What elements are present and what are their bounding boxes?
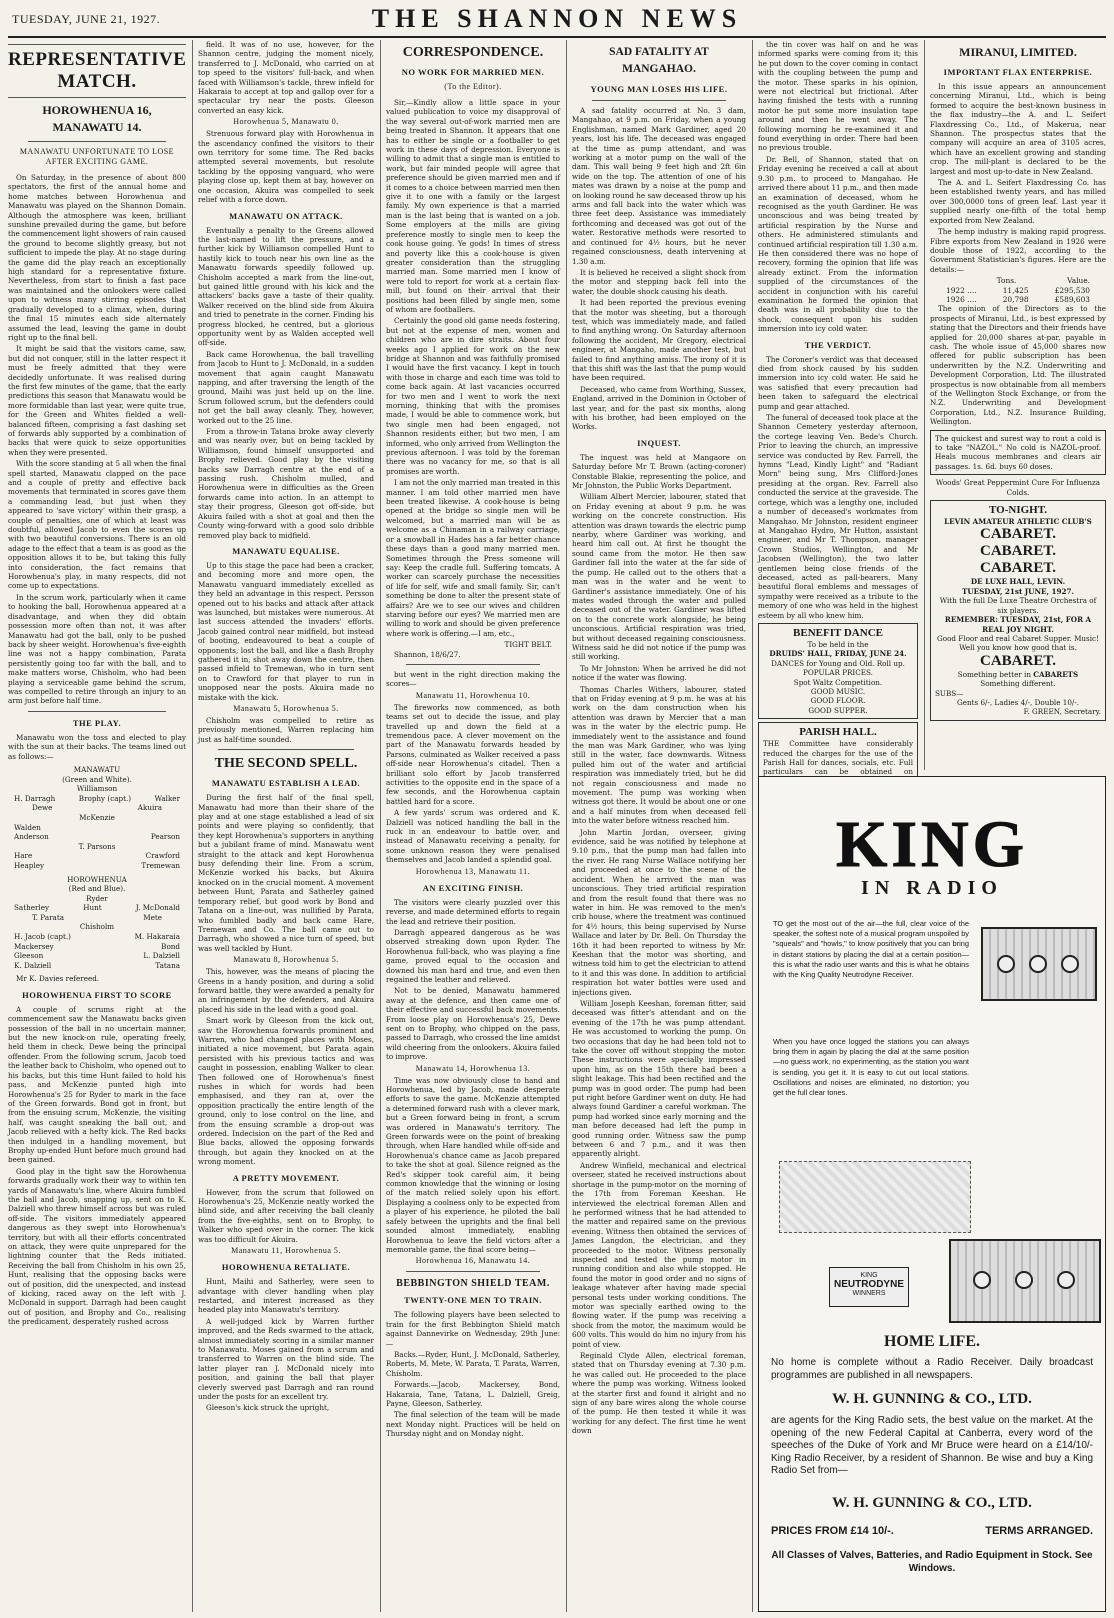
cabaret-word: CABARET. — [980, 543, 1056, 560]
advert-body: No home is complete without a Radio Receiver. Daily broadcast programmes are published in all newspapers. — [771, 1357, 1093, 1381]
paragraph: In this issue appears an announcement concerning Miranui, Ltd., which is being formed to acquire the best-known business in the flax industry—the A. and L. Seifert Flaxdressing Co., Ltd., of Makerua, near Shannon. The prospectus states that the company will acquire an area of 3105 acres, which have an excellent growing and standing crop. The mill-plant is declared to be the largest and most up-to-date in New Zealand. — [930, 82, 1106, 176]
team-list-horowhenua — [8, 875, 186, 971]
advert-line: GOOD MUSIC. — [810, 687, 866, 696]
score-line: Horowhenua 13, Manawatu 11. — [415, 866, 531, 876]
player: Akuira — [137, 803, 162, 813]
stats-heading: Tons. — [996, 276, 1017, 286]
player: Bond — [161, 941, 180, 951]
paragraph: A couple of scrums right at the commencement saw the Manawatu backs given possession of the ball in no uncertain manner, but the new knock-on rule, operating freely, held them in check, Dewe being the principal offender. From the following scrum, Jacob toed the leather back to Chisholm, who opened out to his backs, but this time Hunt failed to hold his pass, and McKenzie punted high into Horowhenua's 25 for Ryder to mark in the face of the Green forwards. Bond got in front, but from the ensuing scrum, McKenzie, the visiting half, was caught sneaking the ball out, and Jacob relieved with a hefty kick. The Red backs then indulged in a handling movement, but Brophy up-ended Hunt before much ground had been gained. — [8, 1004, 186, 1165]
paragraph: Chisholm was compelled to retire as previously mentioned, Warren replacing him just as half-time sounded. — [198, 716, 374, 744]
player: T. Parsons — [78, 841, 116, 851]
masthead — [8, 6, 1106, 38]
divider — [592, 100, 726, 101]
advert-body: When you have once logged the stations you can always bring them in again by placing the dial at the same position—no guess work, no experimenting, as the station you want is sending, you get it. It is easy to cut out local stations. Oscillations and noises are eliminated, no distortion; you get the full clear tones. — [773, 1037, 969, 1098]
dial-icon — [1057, 1271, 1075, 1289]
team-list-manawatu — [8, 765, 186, 871]
player: McKenzie — [79, 812, 115, 822]
stats-row — [930, 295, 1106, 304]
paragraph: With the score standing at 5 all when the final spell started, Manawatu clapped on the pace and a couple of pretty and effective back movements that terminated in scores gave them a commanding lead, but just when they appeared to 'save victory' within their grasp, a couple of penalties, one of which at least was doubtful, allowed Jacob to even the scores up with two beautiful conversions. There is an old adage to the effect that a team is as good as the opposition allows it to be, but taking this fully into consideration, the fact remains that Horowhenua's play, in many respects, did not come up to expectations. — [8, 459, 186, 591]
advert-body: THE Committee have considerably reduced the charges for the use of the Parish Hall for dances, socials, etc. Full particulars can be obtained on — [763, 739, 913, 777]
score-line: Manawatu 11, Horowhenua 5. — [231, 1246, 341, 1256]
paragraph: Manawatu won the toss and elected to play with the sun at their backs. The teams lined out as follows:— — [8, 732, 186, 761]
section-head-the-play: THE PLAY. — [72, 717, 122, 728]
column-correspondence — [386, 40, 560, 1612]
paragraph: The funeral of deceased took place at the Shannon Cemetery yesterday afternoon, the cortege leaving Ven. Bede's Church. Prior to leaving the church, an impressive service was conducted by Rev. Farrell, the hymns "Lead, Kindly Light" and "Radiant Morn" being sung, Mrs Clifford-Jones presiding at the organ. Rev. Farrell also conducted the service at the graveside. The cortege, which was a lengthy one, included a number of deceased's workmates from Mangahao. Mr Johnston, resident engineer at Mangahao Hydro, Mr Hutton, assistant engineer, and Mr T. Thompson, manager Crown Studios, Wellington, and Mr Jacobsen (Wellington), the two latter gentlemen being close friends of the deceased, acted as pall-bearers. Many beautiful floral emblems and messages of sympathy were received as a tribute to the memory of one who was held in the highest esteem by all who knew him. — [758, 413, 918, 620]
advert-line: GOOD FLOOR. — [810, 696, 866, 706]
advert-line: GOOD SUPPER. — [808, 705, 868, 715]
dial-icon — [997, 955, 1015, 973]
score-line: Manawatu 5, Horowhenua 5. — [233, 704, 339, 713]
neutrodyne-badge — [829, 1267, 909, 1307]
divider — [28, 141, 166, 142]
paragraph: The opinion of the Directors as to the prospects of Miranui, Ltd., is best expressed by stating that the Directors and their friends have applied for 20,000 shares at-par, payable in cash. The whole issue of 45,000 shares now offered for public subscription has been underwritten by the N.Z. Underwriting and Development Corporation, Ltd. The illustrated prospectus is now obtainable from all members of the Wellington Stock Exchange, or from the N.Z. Underwriting and Development Corporation, Ltd., N.Z. Insurance Building, Wellington. — [930, 304, 1106, 427]
columns — [8, 40, 1106, 1612]
paragraph: It might be said that the visitors came, saw, but did not conquer, still in the latter respect it must be freely admitted that they were decidedly unfortunate. It was realised during the first few minutes of the game, that the early predictions this season that Manawatu would be more formidable than last year, were quite true, for the Green and Whites fielded a well-balanced fifteen, comprising a fast dashing set of forwards ably supported by a combination of backs that were quick to seize opportunities when they were presented. — [8, 344, 186, 457]
paragraph: A well-judged kick by Warren further improved, and the Reds swarmed to the attack, almost immediately scoring in a similar manner to Manawatu. Moses gained from a scrum and transferred to Warren on the blind side. The latter player ran J. McDonald nicely into position, and gaining the ball that player cleverly swerved past Darragh and ran round under the posts for an excellent try. — [198, 1316, 374, 1401]
advert-line: DANCES for Young and Old. Roll up. — [771, 658, 905, 668]
paragraph: Certainly the good old game needs fostering, but not at the expense of men, women and children who are in dire straits. About four weeks ago I applied for work on the new bridge at Shannon and was faithfully promised I would have the first vacancy. I kept in touch with those in charge and each time was told to come back again. At last vacancies occurred for two men and I went to work the next morning, thinking that with the promises made, I would be able to commence work, but two single men had been engaged, not Shannon residents either, but two men, I am informed, who only arrived from Wellington the previous afternoon. I was told by the foreman there was no vacancy for me, so that is all promises are worth. — [386, 316, 560, 476]
column-sad-fatality — [572, 40, 746, 1612]
advert-line: DE LUXE HALL, LEVIN. — [970, 577, 1066, 587]
advert-line: Spot Waltz Competition. — [793, 677, 883, 687]
column-miranui — [930, 40, 1106, 770]
advert-line: LEVIN AMATEUR ATHLETIC CLUB'S — [944, 517, 1092, 527]
team-row — [8, 951, 186, 961]
team-colors: (Red and Blue). — [68, 884, 126, 894]
stats-header — [930, 276, 1106, 285]
final-score: Horowhenua 16, Manawatu 14. — [415, 1256, 531, 1266]
cabaret-word: CABARET. — [980, 652, 1056, 669]
section-head-exciting-finish: AN EXCITING FINISH. — [422, 882, 524, 893]
advert-footer: All Classes of Valves, Batteries, and Radio Equipment in Stock. See Windows. — [771, 1550, 1093, 1574]
section-head-manawatu-equalise: MANAWATU EQUALISE. — [232, 545, 340, 556]
stats-row — [930, 286, 1106, 295]
paragraph: A few yards' scrum was ordered and K. Dalziell was noticed handling the ball in the ruck in an endeavour to battle over, and instead of Manawatu receiving a penalty, for some unknown reason they were penalised themselves and Jacob landed a splendid goal. — [386, 808, 560, 865]
badge-line: WINNERS — [852, 1290, 886, 1297]
player: Gleeson — [14, 951, 44, 961]
divider — [28, 711, 166, 712]
stats-heading: Value. — [1067, 276, 1090, 286]
advert-line: F. GREEN, Secretary. — [1023, 707, 1101, 717]
firm-name: W. H. GUNNING & CO., LTD. — [832, 1495, 1032, 1511]
letter-dateline: Shannon, 18/6/27. — [394, 649, 461, 659]
section-head-verdict: THE VERDICT. — [804, 339, 872, 350]
headline-correspondence: CORRESPONDENCE. — [402, 45, 544, 60]
paragraph: Eventually a penalty to the Greens allowed the last-named to lift the pressure, and a further kick by Williamson compelled Hunt to hastily kick to touch near his own line as the Manawatu forwards speedily followed up. Chisholm accepted a mark from the line-out, but gained little ground with his kick and the attackers' backs gave a taste of their quality. Walker received on the blind side from Akuira and tried to penetrate in the corner. Finding his progress blocked, he centred, but a glorious opportunity went by as Walden accepted well off-side. — [198, 225, 374, 348]
radio-components-illustration — [779, 1161, 971, 1233]
column-rule — [752, 40, 753, 1612]
paragraph: Strenuous forward play with Horowhenua in the ascendancy confined the visitors to their own territory for some time. The Red backs attempted several movements, but resolute tackling by the opposing vanguard, who were playing close up, kept them at bay, however on one occasion, Akuira was compelled to seek relief with a force down. — [198, 129, 374, 205]
paragraph: I am not the only married man treated in this manner. I am told other married men have been treated likewise. A cook-house is being opened at the bridge so single men will be welcomed, but a married man will be as welcome as a Chinaman in a railway carriage, or a snowball in Hades has a far better chance these days than a good many married men. Sometimes through the Press someone will say: Keep the cradle full. Suffering tomcats. A worker can scarcely purchase the necessities of life for self, wife and small family. Sir, can't something be done to alter the present state of affairs? Are we to see our wives and children starving before our eyes? We married men are willing to work and should be given preference where work is offering.—I am, etc., — [386, 478, 560, 638]
to-editor: (To the Editor). — [444, 82, 502, 91]
advert-body: TO get the most out of the air—the full, clear voice of the speaker, the softest note of a musical program unspoiled by "squeals" and "howls," to know positively that you can bring in distant stations by placing the dial at a certain position—this is what the radio user wants and this is what he obtains with the King Quality Neutrodyne Receiver. — [773, 919, 969, 980]
score-line: Manawatu 14, Horowhenua 13. — [415, 1063, 531, 1073]
cabaret-word: CABARET. — [980, 560, 1056, 577]
team-row — [8, 961, 186, 971]
team-row — [8, 861, 186, 871]
player: K. Dalziell — [14, 960, 52, 970]
paragraph: Not to be denied, Manawatu hammered away at the defence, and then came one of their effective and successful back movements. From loose play on Horowhenua's 25, Dewe sent on to Brophy, who chipped on the pass, passed to Darragh, who crossed the line amidst wild cheering from the onlookers. Akuira failed to improve. — [386, 986, 561, 1062]
paragraph: The Coroner's verdict was that deceased died from shock caused by his sudden immersion into icy cold water. He said he was satisfied that every precaution had been taken to safeguard the electrical pump and gear attached. — [758, 354, 918, 411]
section-head-pretty-movement: A PRETTY MOVEMENT. — [232, 1172, 340, 1183]
player: Satherley — [14, 903, 50, 913]
letter-signature: TIGHT BELT. — [504, 640, 552, 650]
dial-icon — [1061, 955, 1079, 973]
team-row — [8, 803, 186, 813]
advert-line: SUBS— — [935, 688, 964, 698]
stats-cell: 1926 .... — [946, 294, 977, 304]
firm-name: W. H. GUNNING & CO., LTD. — [832, 1391, 1032, 1407]
badge-line: KING — [860, 1272, 878, 1279]
stats-cell: £589,603 — [1054, 294, 1090, 304]
player: Tremewan — [141, 860, 180, 870]
radio-set-icon — [981, 927, 1097, 1001]
advert-line: Good Floor and real Cabaret Supper. Music! Well you know how good that is. — [937, 633, 1099, 653]
player: Crawford — [145, 851, 180, 861]
home-life-heading: HOME LIFE. — [883, 1333, 980, 1350]
king-radio-advert — [758, 776, 1106, 1612]
paragraph: It is believed he received a slight shock from the motor and stepping back fell into the water, the double shock causing his death. — [572, 267, 746, 296]
player: Brophy (capt.) — [78, 793, 132, 803]
advert-headline: PARISH HALL. — [799, 726, 877, 739]
paragraph: The fireworks now commenced, as both teams set out to decide the issue, and play travelled up and down the field at a tremendous pace. A clever movement on the part of the Manawatu forwards headed by Parsons, culminated as Walker received a pass off-side near Horowhenua's citadel. Then a brilliant solo effort by Jacob transferred activities to the opposite end in the space of a few seconds, and the Horowhenua captain battled hard for a score. — [386, 702, 560, 806]
paragraph: The final selection of the team will be made next Monday night. Practices will be held on Thursday night and on Monday night. — [386, 1410, 560, 1439]
paragraph: On Saturday, in the presence of about 800 spectators, the first of the annual home and home matches between Horowhenua and Manawatu was played on the Shannon Domain. Although the atmosphere was keen, brilliant sunshine prevailed during the game, but before the commencement light showers of rain caused the ground to become slightly greasy, but not sufficient to impede the play. At no stage during the game did the play reach an exceptionally high standard for a representative fixture. Nevertheless, from start to finish a fast pace was maintained and the onlookers were called upon to witness many stirring episodes that gradually developed to a climax, when, during the final 15 minutes each side alternately assumed the lead, leaving the game in doubt right up to the final bell. — [8, 173, 186, 342]
team-row — [8, 903, 186, 913]
player: Williamson — [76, 784, 118, 794]
paragraph: Time was now obviously close to hand and Horowhenua, led by Jacob, made desperate efforts to save the game. McKenzie attempted a determined forward rush with a clever mark, but a Green forward being in front, a scrum was ordered in Manawatu's territory. The Green forwards were on the point of breaking through, when Hare handled while off-side and Horowhenua's chance came as Jacob prepared to take the shot at goal. Silence reigned as the Red's skipper took careful aim, it being common knowledge that the winning or losing of the match relied solely upon his effort. Displaying a coolness only to be expected from a player of his experience, he piloted the ball safely between the uprights and the final bell sounded almost immediately, enabling Horowhenua to leave the field victors after a memorable game, the final score being— — [386, 1075, 560, 1254]
advert-text-bold: CABARETS — [1033, 669, 1079, 679]
player: Tatana — [155, 960, 180, 970]
headline-sad-fatality: SAD FATALITY AT MANGAHAO. — [609, 46, 709, 75]
advert-headline: BENEFIT DANCE — [793, 626, 883, 639]
cabaret-word: CABARET. — [980, 526, 1056, 543]
newspaper-title: THE SHANNON NEWS — [371, 4, 743, 33]
king-logo-text: KING — [835, 808, 1029, 881]
score-line: Horowhenua 5, Manawatu 0. — [233, 117, 339, 127]
team-row — [8, 851, 186, 861]
cabaret-advert — [930, 500, 1106, 721]
paragraph: Deceased, who came from Worthing, Sussex, England, arrived in the Dominion in October of last year, and for the past six months, along with his brother, had been employed on the Works. — [572, 384, 746, 432]
paragraph: Gleeson's kick struck the upright, — [206, 1403, 330, 1413]
paragraph: Backs.—Ryder, Hunt, J. McDonald, Satherley, Roberts, M. Mete, W. Parata, T. Parata, Warren, Chisholm. — [386, 1349, 560, 1378]
paragraph: However, from the scrum that followed on Horowhenua's 25, McKenzie neatly worked the blind side, and after receiving the ball cleanly from the five-eighths, sent on to Brophy, to Walker who sped over in the corner. The kick was too difficult for Akuira. — [198, 1187, 374, 1244]
advert-headline: TO-NIGHT. — [989, 504, 1047, 517]
stats-cell: 1922 .... — [946, 285, 977, 295]
divider — [406, 1271, 540, 1272]
paragraph: This, however, was the means of placing the Greens in a handy position, and during a solid forward battle, they were awarded a penalty for an infringement by the defenders, and Akuira placed his side in the lead with a good goal. — [198, 967, 374, 1014]
advert-line: With the full De Luxe Theatre Orchestra of six players. — [939, 596, 1097, 615]
section-head-horowhenua-retaliate: HOROWHENUA RETALIATE. — [221, 1262, 351, 1273]
player: Anderson — [14, 832, 49, 842]
in-radio-text: IN RADIO — [861, 877, 1003, 899]
advert-body: The quickest and surest way to rout a cold is to take "NAZOL." No cold is NAZOL-proof. Heals mucous membranes and clears air passages. 1s. 6d. buys 60 doses. — [935, 433, 1101, 471]
woods-advert: Woods' Great Peppermint Cure For Influenza Colds. — [935, 478, 1101, 497]
score-headline: HOROWHENUA 16, MANAWATU 14. — [42, 103, 152, 134]
divider — [218, 749, 354, 750]
column-inquest-continued — [758, 40, 918, 777]
team-row — [8, 794, 186, 804]
price-line — [771, 1525, 1093, 1537]
player: Chisholm — [79, 922, 115, 932]
headline-miranui: MIRANUI, LIMITED. — [959, 45, 1077, 59]
player: Mackersey — [14, 941, 54, 951]
paragraph: John Martin Jordan, overseer, giving evidence, said he was notified by telephone at 9.10 p.m., that the pump man had fallen into the river. He rang Nurse Wallace notifying her and proceeded at once to the scene of the accident. When he arrived the man was unconscious. They tried artificial respiration and from the result found that there was no water in him. He was removed to the men's crib house, where the treatment was continued for 4½ hours, this being supervised by Nurse Wallace and later by Dr. Bell. On Thursday the 16th it had been reported to witness by Mr. Keeshan that the motor was shorting, and witness told him to get the electrician to attend to it and this was done. In addition to artificial respiration hot water bottles were used and injections given. — [572, 827, 746, 997]
benefit-dance-advert — [758, 623, 918, 719]
advert-line: POPULAR PRICES. — [803, 668, 873, 678]
player: Heapley — [14, 860, 45, 870]
dial-icon — [973, 1271, 991, 1289]
stats-cell: 20,798 — [1002, 294, 1029, 304]
player: Dewe — [32, 803, 53, 813]
player: H. Jacob (capt.) — [14, 932, 71, 942]
section-head-second-spell: THE SECOND SPELL. — [214, 756, 358, 772]
referee-note: Mr K. Davies refereed. — [16, 974, 100, 984]
advert-line: DRUIDS' HALL, FRIDAY, JUNE 24. — [769, 649, 907, 659]
column-match-continued — [198, 40, 374, 1612]
stats-cell: 11,425 — [1002, 285, 1029, 295]
advert-line — [935, 670, 1101, 679]
paragraph: The hemp industry is making rapid progress. Fibre exports from New Zealand in 1926 were double those of 1922, according to the Government Statistician's figures. Here are the details:— — [930, 227, 1106, 274]
paragraph: Andrew Winfield, mechanical and electrical overseer, stated he received instructions about shortage in the pump-motor on the morning of the 17th from Foreman Keeshan. He interviewed the electrical foreman Allen and he performed witness that he had attended to the matter and repaired same on the previous evening. Witness then obtained the services of James Langdon, the electrician, and they proceeded to the motor. Witness personally inspected and tested the pump motor in running condition and also while stopped. He found the motor in good order and no signs of leakage whatever after having made special personal tests under working conditions. The motor was specially earthed owing to the flowing water. If the pump was receiving a shock from the motor, the maximum would be 600 volts. This would do him no injury from his point of view. — [572, 1160, 746, 1349]
paragraph: The A. and L. Seifert Flaxdressing Co. has been established twenty years, and has milled over 300,0000 tons of green leaf. Last year it supplied nearly one-fifth of the total hemp exported from New Zealand. — [930, 178, 1106, 225]
column-rule — [924, 40, 925, 770]
player: M. Hakaraia — [134, 932, 180, 942]
player: Ryder — [86, 893, 108, 903]
player: Walden — [14, 822, 41, 832]
paragraph: Good play in the tight saw the Horowhenua forwards gradually work their way to within ten yards of Manawatu's line, where Akuira fumbled the ball and Jacob, snapping up, sent on to K. Dalziell who threw himself across but was ruled off-side. The visitors immediately appeared dangerous as they swept into Horowhenua's territory, but with all their efforts concentrated on attack, they were quite unprepared for the lightning counter that the Reds initiated. Receiving the ball from Chisholm in his own 25, Hunt, realising that the opposing backs were out of position, did the unexpected, and instead of kicking, raced away on the left with J. McDonald in support. Darragh had been caught out of position, and Brophy and Co., realising the predicament, desperately rushed across — [8, 1166, 186, 1327]
paragraph: A sad fatality occurred at No. 3 dam, Mangahao, at 9 p.m. on Friday, when a young Englishman, named Mark Gardiner, aged 20 years, lost his life. The deceased was engaged at the time as pump attendant, and was working at a motor pump on the wall of the dam. This wall being 9 feet high and 2ft 6in wide on the top. The attention of one of his mates was drawn by a noise at the pump and on looking round he saw deceased throw up his arms and fall back into the water which was three feet deep. Assistance was immediately forthcoming and deceased was got out of the water. Restorative methods were resorted to and continued for 4½ hours, but he never regained consciousness, death intervening at 1.30 a.m. — [572, 106, 746, 266]
paragraph: The following players have been selected to train for the first Bebbington Shield match against Dannevirke on Wednesday, 29th June:— — [386, 1310, 560, 1348]
paragraph: the tin cover was half on and he was informed sparks were coming from it; this he put down to the cover coming in contact with the coupling between the pump and the motor. These sparks in his opinion, were not electrical but frictional. After having finished the tests with a running motor he put some more insulation tape around and then he went away. The following morning he re-examined it and found everything in order. There had been no previous trouble. — [758, 40, 918, 153]
team-row — [8, 942, 186, 952]
advert-line: TUESDAY, 21st JUNE, 1927. — [961, 586, 1075, 596]
paragraph: From a throw-in Tatana broke away cleverly and was nearly over, but on being tackled by Williamson, found himself unsupported and Brophy relieved. Good play by the visiting backs saw Darragh centre at the end of a passing rush. Chisholm mulled, and Horowhenua were in difficulties as the Green forwards came into action. In an attempt to stay their progress, Gleeson got off-side, but Akuira failed with a shot at goal and then the County wing-forward with a good solo dribble removed play back to midfield. — [198, 427, 374, 540]
team-name: MANAWATU — [73, 764, 121, 774]
team-colors: (Green and White). — [62, 774, 132, 784]
score-line: Manawatu 8, Horowhenua 5. — [233, 955, 339, 965]
paragraph: Back came Horowhenua, the ball travelling from Jacob to Hunt to J. McDonald, in a sudden movement that again caught Manawatu napping, and after traversing the length of the ground, Maihi was just held up on the line. Scrum followed scrum, but the defenders could not get the ball away cleanly. They, however, worked out to the 25 line. — [198, 349, 374, 425]
team-row — [8, 932, 186, 942]
paragraph: William Albert Mercier, labourer, stated that on Friday evening at about 9 p.m. he was working on the concrete construction. His attention was drawn towards the electric pump nearby, where Gardiner was working, and heard him call out. At first he thought the sound came from the motor. He then saw Gardiner fall into the water at the far side of the pump. He called out to the others that a man was in the water and he went to Gardiner's assistance immediately. One of his mates waded through the water and pulled deceased out of the water. Gardiner was lifted on to the concrete work alongside, he being unconscious. Artificial respiration was tried, but without deceased regaining consciousness. Witness said he did not notice if the pump was still working. — [572, 492, 746, 662]
paragraph: To Mr Johnston: When he arrived he did not notice if the water was flowing. — [572, 663, 746, 683]
subheadline-no-work: NO WORK FOR MARRIED MEN. — [401, 67, 545, 77]
subheadline-young-man: YOUNG MAN LOSES HIS LIFE. — [590, 84, 728, 94]
player: L. Dalziell — [143, 951, 180, 961]
player: H. Darragh — [14, 793, 56, 803]
advert-line: To be held in the — [807, 639, 869, 649]
paragraph: but went in the right direction making the scores— — [386, 669, 560, 689]
advert-line: Gents 6/-, Ladies 4/-, Double 10/-. — [956, 697, 1080, 707]
column-rule — [380, 40, 381, 1612]
headline-bebbington-shield: BEBBINGTON SHIELD TEAM. — [396, 1278, 550, 1290]
paragraph: Up to this stage the pace had been a cracker, and becoming more and more open, the Manawatu vanguard immediately excelled as they held an advantage in this respect. Persson opened out to his backs and attack after attack was launched, but mistakes were numerous. At last success attended the invaders' efforts. Jacob gained control near midfield, but instead of booting, endeavoured to beat a couple of opponents, lost the ball, and like a flash Brophy gathered it in, shot away down the centre, then passed infield to Tremewan, who in turn sent on to Crawford for that player to run in unopposed near the posts. Akuira made no mistake with the kick. — [198, 560, 374, 702]
paragraph: Forwards.—Jacob, Mackersey, Bond, Hakaraia, Tane, Tatana, L. Dalziell, Greig, Payne, Gleeson, Satherley. — [386, 1380, 560, 1408]
section-head-manawatu-lead: MANAWATU ESTABLISH A LEAD. — [211, 778, 361, 789]
player: Pearson — [150, 832, 180, 842]
paragraph: William Joseph Keeshan, foreman fitter, said deceased was fitter's attendant and on the evening of the 17th he was pump attendant. He was accustomed to working the pump. On two occasions that day he had been told not to take the cover off without stopping the motor. These instructions were specially impressed upon him, as on the 15th there had been a slight leakage. This had been rectified and the pump was in good order. The pump had been put right before Gardiner went on duty. He had always found Gardiner a careful workman. The pump had worked since early morning and the man before deceased had left the pump in good running order. Witness saw the pump between 6 and 7 p.m., and it was then apparently alright. — [572, 998, 746, 1159]
player: T. Parata — [32, 912, 64, 922]
subheadline-flax-enterprise: IMPORTANT FLAX ENTERPRISE. — [943, 67, 1093, 77]
team-name: HOROWHENUA — [67, 874, 127, 884]
badge-line: NEUTRODYNE — [833, 1279, 904, 1290]
paragraph: Reginald Clyde Allen, electrical foreman, stated that on Thursday evening at 7.30 p.m. he was called out. He proceeded to the place where the pump was working. Witness looked at the starter first and found it alright and no sign of any bare wires along the whole course of the pump. He then tested it while it was working for any defect. The first time he went down — [572, 1351, 746, 1436]
radio-cabinet-icon — [949, 1239, 1101, 1323]
paragraph: Sir,—Kindly allow a little space in your valued publication to voice my disapproval of the way several out-of-work married men are being treated in Shannon. It appears that one has to either be single or a footballer to get work in these days of depression. Everyone is willing to admit that a single man is entitled to work, but fair minded people will agree that preference should be given married men and if it comes to a choice between married men then give it to one with a family or the largest family. My own experience is that a married man is the last being that is wanted on a job. Some employers at the mills are giving preference mostly to single men to keep the cook house going. Ye gods! In times of stress and poverty like this a cook-house is given greater consideration than the struggling married man. Some married men I know of were told to report for work at a certain flax-mill, but found on their arrival that their positions had been filled by single men, some of whom are footballers. — [386, 98, 560, 314]
player: Walker — [154, 793, 180, 803]
section-head-manawatu-on-attack: MANAWATU ON ATTACK. — [229, 210, 343, 221]
subheadline-twenty-one-men: TWENTY-ONE MEN TO TRAIN. — [404, 1295, 542, 1306]
player: Hunt — [83, 903, 102, 913]
headline-representative-match: REPRESENTATIVE MATCH. — [8, 44, 186, 98]
paragraph: Hunt, Maihi and Satherley, were seen to advantage with clever handling when play restarted, and interest increased as they headed play into Manawatu's territory. — [198, 1277, 374, 1315]
team-row — [8, 913, 186, 923]
column-rule — [192, 40, 193, 1612]
column-rule — [566, 40, 567, 1612]
paragraph: Dr. Bell, of Shannon, stated that on Friday evening he received a call at about 9.30 p.m. to proceed to Mangahao. He arrived there about 11 p.m., and then made an examination of deceased, whom he recognised as the youth Gardiner. He was unconscious and was being treated by artificial respiration by the Nurse and others. He administered stimulants and continued artificial respiration till 1.30 a.m. He then considered there was no hope of recovery, forming the opinion that life was already extinct. From the information supplied of the circumstances of the accident in conjunction with his careful examination he formed the opinion that death was in all probability due to the shock, consequent upon his sudden immersion into icy cold water. — [758, 154, 918, 334]
paragraph: The visitors were clearly puzzled over this reverse, and made determined efforts to regain the lead and retrieve their position. — [386, 897, 560, 926]
paragraph: During the first half of the final spell, Manawatu had more than their share of the play and at one stage established a lead of six points and were playing so confidently, that they kept Horowhenua's supporters in anything but a jubilant frame of mind. Manawatu went straight to the attack and kept Horowhenua busy defending their line. From a scrum, McKenzie worked his backs, but Akuira knocked on in the crucial moment. A movement between Hunt, Parata and Satherley gained temporary relief, but good work by Bond and Tatana on a line-out, was nullified by Parata, who fumbled badly and back came Hare, Tremewan and Co. The ball came out to Darragh, who showed a nice turn of speed, but was well tackled by Hunt. — [198, 793, 374, 953]
dial-icon — [1029, 955, 1047, 973]
paragraph: The inquest was held at Mangaore on Saturday before Mr T. Brown (acting-coroner) Constable Blakie, representing the police, and Mr Johnston, the Public Works Department. — [572, 452, 746, 491]
advert-line: Something different. — [980, 679, 1056, 689]
paragraph: Darragh appeared dangerous as he was observed streaking down upon Ryder. The Horowhenua full-back, who was playing a fine game, proved equal to the occasion and downed his man hard and true, and even then regained the leather and relieved. — [386, 927, 560, 984]
nazol-advert — [930, 430, 1106, 476]
prices: PRICES FROM £14 10/-. — [771, 1525, 894, 1537]
paragraph: Thomas Charles Withers, labourer, stated that on Friday evening at 9 p.m. he was at his work on the dam construction when his attention was drawn by Mercier that a man was in the water by the electric pump. He immediately went to the assistance and found the man was Mark Gardiner, who was lying still in the water, face downwards. Witness pulled him out of the water and artificial respiration was immediately tried, but he did not regain consciousness and made no movement. The pump was working when witness got there. It would be about one or one and a half minutes from when deceased fell into the water before witness reached him. — [572, 684, 746, 826]
paragraph: It had been reported the previous evening that the motor was sheeting, but a thorough test, which was immediately made, and failed to find anything wrong. On Saturday afternoon following the accident, Mr Gregory, electrical engineer, at Mangaho, made another test, but failed to find anything amiss. The irony of it is that this shift was the last that the pump would have been required. — [572, 298, 746, 383]
divider — [406, 664, 540, 665]
advert-body: are agents for the King Radio sets, the best value on the market. At the opening of the new Federal Capital at Canberra, every word of the speeches of the Duke of York and Mr Bruce were heard on a £14/10/- King Radio Receiver, by a resident of Shannon. Be wise and buy a King Radio Set from— — [771, 1415, 1093, 1476]
player: Hare — [14, 851, 33, 861]
paragraph: Smart work by Gleeson from the kick out, saw the Horowhenua forwards prominent and Warren, who had changed places with Moses, initiated a nice movement, but Parata again persisted with his previous tactics and was caught in possession, enabling Walker to clear. Then followed one of Horowhenua's finest rushes in which for words had been emphasised, and they ran at, over the opposition practically the entire length of the ground, only to lose control on the line, and from the ensuing scramble a drop-out was ordered. Indecision on the part of the Red and Blue backs, allowed the opposing forwards through, but again they knocked on at the wrong moment. — [198, 1016, 374, 1167]
score-line: Manawatu 11, Horowhenua 10. — [415, 690, 531, 700]
player: J. McDonald — [135, 903, 180, 913]
paragraph: field. It was of no use, however, for the Shannon centre, judging the moment nicely, transferred to J. McDonald, who carried on at top speed to the visitors' full-back, and when faced with Williamson's tackle, threw infield for Hakaraia to accept at top and gallop over for a spectacular try near the posts. Gleeson converted an easy kick. — [198, 40, 374, 115]
column-representative-match — [8, 40, 186, 1612]
paragraph: In the scrum work, particularly when it came to hooking the ball, Horowhenua appeared at a disadvantage, and when they did obtain possession more often than not, it was after Manawatu had got the ball, only to be pushed back by sheer weight. Horowhenua's five-eighth line was not a happy combination, Parata persistently going too far with the ball, and to make matters worse, Chisholm, who had been playing a serviceable game behind the scrum, was compelled to retire through an injury to an arm just before half time. — [8, 592, 186, 706]
issue-date: TUESDAY, JUNE 21, 1927. — [12, 12, 161, 26]
team-row — [8, 832, 186, 842]
section-head-inquest: INQUEST. — [637, 437, 681, 448]
section-head-horowhenua-first: HOROWHENUA FIRST TO SCORE — [22, 989, 172, 1000]
advert-line: REMEMBER: TUESDAY, 21st, FOR A REAL JOY NIGHT. — [944, 615, 1092, 634]
player: Mete — [143, 912, 162, 922]
advert-text: Something better in — [957, 669, 1031, 679]
subheadline: MANAWATU UNFORTUNATE TO LOSE AFTER EXCITING GAME. — [19, 147, 175, 166]
stats-cell: £295,530 — [1054, 285, 1090, 295]
dial-icon — [1015, 1271, 1033, 1289]
terms: TERMS ARRANGED. — [985, 1525, 1093, 1537]
